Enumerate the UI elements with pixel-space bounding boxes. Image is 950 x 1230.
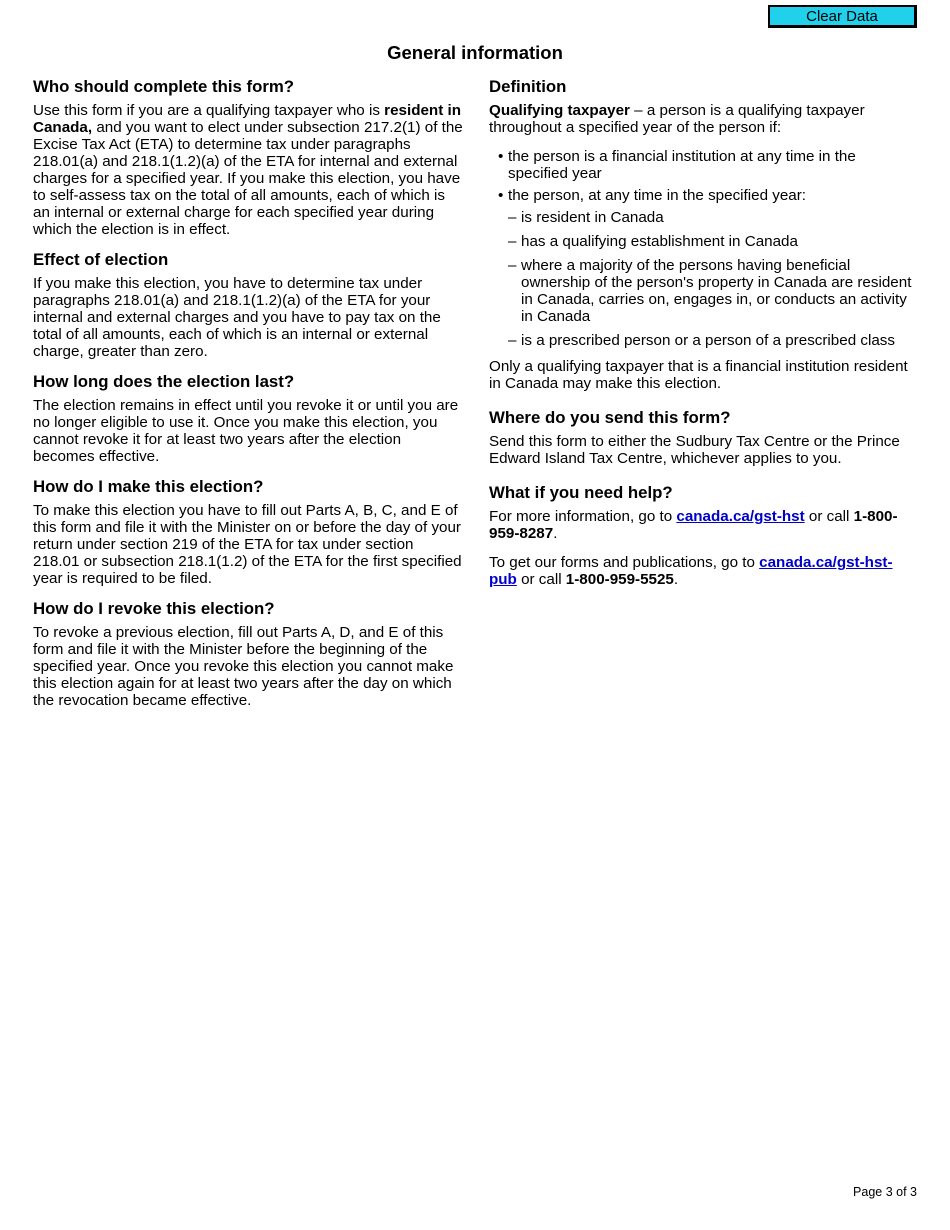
help-more-info bbox=[489, 508, 919, 542]
text-run: To get our forms and publications, go to bbox=[489, 554, 760, 571]
text-run: and you want to elect under subsection 217.2(1) of the Excise Tax Act (ETA) to determine tax under paragraphs 218.01(a) and 218.1(1.2)(a) of the ETA for internal and external charges for a specified year. If you make this election, you have to self-assess tax on the total of all amounts, each of which is an internal or external charge for each specified year during which the election is in effect. bbox=[33, 119, 463, 238]
text-run: . bbox=[673, 571, 679, 588]
dash-icon: – bbox=[508, 257, 517, 274]
resident-in-canada-bold: resident in Canada, bbox=[33, 102, 461, 136]
definition-bullet-list bbox=[489, 148, 919, 204]
gst-hst-link[interactable]: canada.ca/gst-hst bbox=[676, 508, 805, 525]
list-item bbox=[489, 148, 919, 182]
page-number: Page 3 of 3 bbox=[853, 1185, 917, 1199]
phone-number: 1-800-959-8287 bbox=[489, 508, 898, 542]
section-how-long bbox=[33, 372, 463, 465]
definition-intro bbox=[489, 102, 919, 136]
dash-icon: – bbox=[508, 332, 517, 349]
list-item-text: the person, at any time in the specified year: bbox=[508, 187, 807, 204]
heading-where-send: Where do you send this form? bbox=[489, 408, 731, 427]
heading-help: What if you need help? bbox=[489, 483, 673, 502]
section-how-make bbox=[33, 477, 463, 587]
how-revoke-text: To revoke a previous election, fill out Parts A, D, and E of this form and file it with the Minister before the beginning of the specified year. Once you revoke this election you cannot make this election again for at least two years after the day on which the revocation became effective. bbox=[33, 624, 454, 709]
list-item bbox=[489, 209, 919, 226]
dash-icon: – bbox=[508, 233, 517, 250]
help-forms-publications bbox=[489, 554, 919, 588]
list-item bbox=[489, 257, 919, 325]
heading-how-make: How do I make this election? bbox=[33, 477, 264, 496]
dash-icon: – bbox=[508, 209, 517, 226]
text-run: For more information, go to bbox=[489, 508, 677, 525]
gst-hst-pub-link[interactable]: canada.ca/gst-hst-pub bbox=[489, 554, 893, 588]
how-make-text: To make this election you have to fill out Parts A, B, C, and E of this form and file it with the Minister on or before the day of your return under section 219 of the ETA for tax under section 218.01 or subsection 218.1(1.2) of the ETA for the first specified year is required to be filed. bbox=[33, 502, 462, 587]
text-run: or call bbox=[516, 571, 566, 588]
list-item-text: is a prescribed person or a person of a prescribed class bbox=[521, 332, 895, 349]
section-help bbox=[489, 483, 919, 588]
heading-who-should-complete: Who should complete this form? bbox=[33, 77, 295, 96]
section-where-send bbox=[489, 408, 919, 467]
phone-number: 1-800-959-5525 bbox=[565, 571, 674, 588]
text-run: – a person is a qualifying taxpayer throughout a specified year of the person if: bbox=[489, 102, 865, 136]
section-who-should-complete bbox=[33, 77, 463, 238]
page-title: General information bbox=[387, 42, 563, 63]
right-column bbox=[489, 77, 919, 599]
text-run: . bbox=[553, 525, 558, 542]
heading-how-revoke: How do I revoke this election? bbox=[33, 599, 275, 618]
text-run: or call bbox=[804, 508, 854, 525]
list-item bbox=[489, 332, 919, 349]
list-item bbox=[489, 187, 919, 204]
qualifying-taxpayer-term: Qualifying taxpayer bbox=[489, 102, 630, 119]
list-item bbox=[489, 233, 919, 250]
list-item-text: the person is a financial institution at any time in the specified year bbox=[508, 148, 856, 182]
section-effect-of-election bbox=[33, 250, 463, 360]
definition-closing: Only a qualifying taxpayer that is a financial institution resident in Canada may make this election. bbox=[489, 358, 908, 392]
who-should-complete-text bbox=[33, 102, 463, 238]
list-item-text: has a qualifying establishment in Canada bbox=[521, 233, 798, 250]
where-send-text: Send this form to either the Sudbury Tax Centre or the Prince Edward Island Tax Centre, whichever applies to you. bbox=[489, 433, 900, 467]
text-run: Use this form if you are a qualifying taxpayer who is bbox=[33, 102, 385, 119]
section-how-revoke bbox=[33, 599, 463, 709]
list-item-text: is resident in Canada bbox=[521, 209, 664, 226]
bullet-icon: • bbox=[498, 187, 504, 204]
bullet-icon: • bbox=[498, 148, 504, 165]
effect-of-election-text: If you make this election, you have to determine tax under paragraphs 218.01(a) and 218.1(1.2)(a) of the ETA for your internal and external charges and you have to pay tax on the total of all amounts, each of which is an internal or external charge, greater than zero. bbox=[33, 275, 441, 360]
how-long-text: The election remains in effect until you revoke it or until you are no longer eligible to use it. Once you make this election, you cannot revoke it for at least two years after the election becomes effective. bbox=[33, 397, 459, 465]
clear-data-button[interactable]: Clear Data bbox=[768, 5, 917, 28]
section-definition bbox=[489, 77, 919, 392]
left-column bbox=[33, 77, 463, 721]
heading-definition: Definition bbox=[489, 77, 567, 96]
heading-how-long: How long does the election last? bbox=[33, 372, 295, 391]
heading-effect-of-election: Effect of election bbox=[33, 250, 169, 269]
definition-dash-list bbox=[489, 209, 919, 349]
list-item-text: where a majority of the persons having beneficial ownership of the person's property in Canada are resident in Canada, carries on, engages in, or conducts an activity in Canada bbox=[521, 257, 912, 325]
